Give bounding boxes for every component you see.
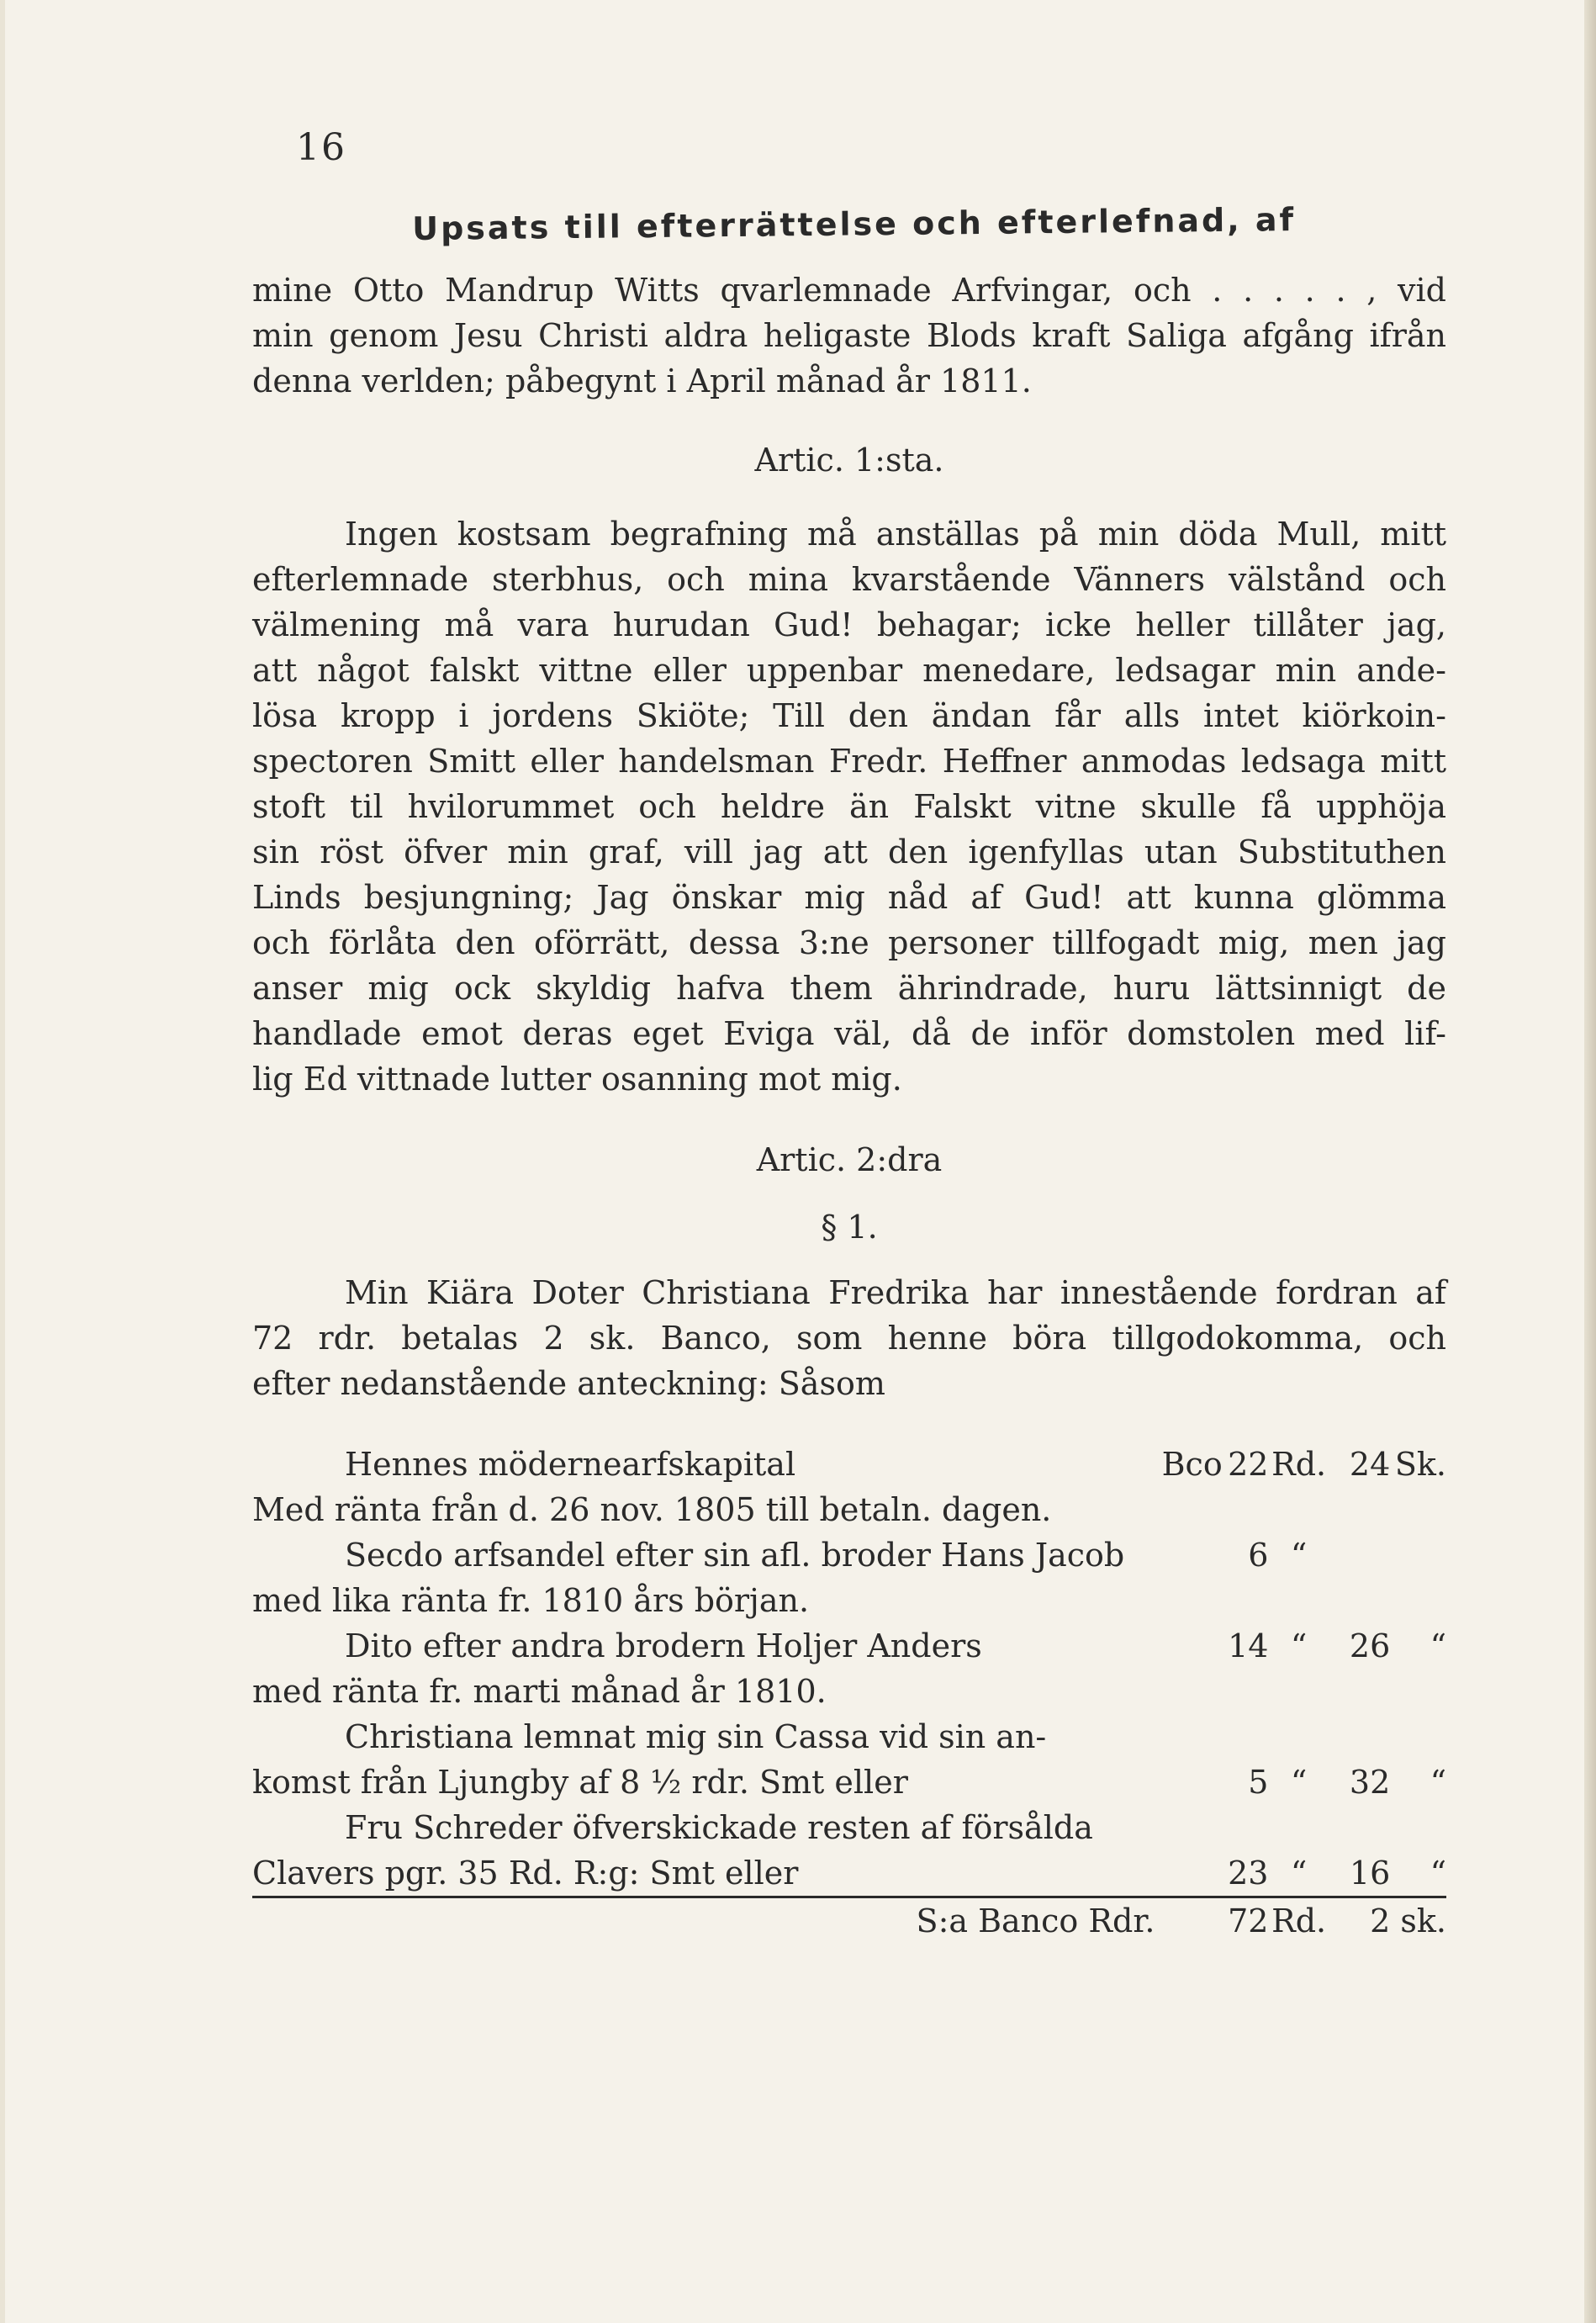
ledger-description: Hennes mödernearfskapital	[345, 1446, 796, 1483]
ledger-riksdaler: 14	[1228, 1627, 1269, 1664]
ledger-row	[252, 1714, 1446, 1759]
text-line: lösa kropp i jordens Skiöte; Till den ändan får alls intet kiörkoin-	[252, 697, 1446, 734]
ledger-riksdaler: 6	[1248, 1537, 1269, 1574]
text-line: att något falskt vittne eller uppenbar menedare, ledsagar min ande-	[252, 652, 1446, 689]
ledger-currency	[1155, 1669, 1222, 1714]
ledger-currency	[1155, 1805, 1222, 1850]
page-edge-left	[0, 0, 5, 2323]
ledger-total-skilling-unit: sk.	[1390, 1897, 1446, 1945]
intro-paragraph	[252, 267, 1446, 404]
ledger-total-skilling: 2	[1329, 1897, 1390, 1945]
ledger-riksdaler-unit: Rd.	[1271, 1446, 1327, 1483]
ledger-riksdaler-unit: “	[1290, 1855, 1308, 1892]
ledger-riksdaler: 23	[1228, 1855, 1269, 1892]
ledger-row	[252, 1578, 1446, 1623]
ledger-riksdaler-unit	[1268, 1669, 1329, 1714]
ledger-description: Fru Schreder öfverskickade resten af försålda	[345, 1809, 1093, 1846]
text-line: Linds besjungning; Jag önskar mig nåd af Gud! att kunna glömma	[252, 879, 1446, 916]
ledger-description: Clavers pgr. 35 Rd. R:g: Smt eller	[252, 1855, 799, 1892]
text-line: och förlåta den oförrätt, dessa 3:ne personer tillfogadt mig, men jag	[252, 924, 1446, 961]
ledger-row	[252, 1623, 1446, 1669]
text-line: välmening må vara hurudan Gud! behagar; icke heller tillåter jag,	[252, 606, 1446, 643]
article2-paragraph	[252, 1270, 1446, 1406]
ledger-total-row	[252, 1897, 1446, 1945]
ledger-row	[252, 1669, 1446, 1714]
text-line: mine Otto Mandrup Witts qvarlemnade Arfvingar, och . . . . . , vid	[252, 272, 1446, 309]
ledger-currency	[1155, 1759, 1222, 1805]
ledger-row	[252, 1759, 1446, 1805]
ledger-description: Med ränta från d. 26 nov. 1805 till betaln. dagen.	[252, 1491, 1052, 1528]
ledger-skilling: 24	[1349, 1446, 1391, 1483]
ledger-riksdaler-unit: “	[1290, 1764, 1308, 1801]
ledger-row	[252, 1442, 1446, 1487]
ledger-body	[252, 1442, 1446, 1944]
text-line: anser mig ock skyldig hafva them ährindrade, huru lättsinnigt de	[252, 970, 1446, 1007]
document-heading: Upsats till efterrättelse och efterlefnad, af	[412, 200, 1297, 247]
ledger-skilling: 32	[1349, 1764, 1391, 1801]
ledger-total-riksdaler: 72	[1223, 1897, 1269, 1945]
ledger-riksdaler-unit: “	[1290, 1627, 1308, 1664]
ledger-riksdaler	[1223, 1714, 1269, 1759]
ledger-skilling-unit: Sk.	[1394, 1446, 1446, 1483]
ledger-skilling-unit: “	[1430, 1764, 1446, 1801]
text-line: denna verlden; påbegynt i April månad år 1811.	[252, 362, 1032, 400]
ledger-skilling	[1329, 1714, 1390, 1759]
text-line: efter nedanstående anteckning: Såsom	[252, 1365, 885, 1402]
ledger-riksdaler-unit	[1268, 1578, 1329, 1623]
ledger-riksdaler	[1223, 1669, 1269, 1714]
article1-title: Artic. 1:sta.	[754, 442, 944, 479]
ledger-skilling-unit	[1390, 1578, 1446, 1623]
ledger-riksdaler: 22	[1228, 1446, 1269, 1483]
ledger-riksdaler-unit	[1268, 1487, 1329, 1532]
ledger-total-label: S:a Banco Rdr.	[252, 1897, 1155, 1945]
text-line: lig Ed vittnade lutter osanning mot mig.	[252, 1061, 902, 1098]
ledger-description: med ränta fr. marti månad år 1810.	[252, 1673, 827, 1710]
ledger-currency	[1155, 1850, 1222, 1897]
ledger-currency	[1155, 1578, 1222, 1623]
ledger-skilling-unit: “	[1430, 1627, 1446, 1664]
ledger-description: Dito efter andra brodern Holjer Anders	[345, 1627, 982, 1664]
page-number: 16	[296, 126, 346, 169]
ledger-skilling	[1329, 1532, 1390, 1578]
ledger-description: Christiana lemnat mig sin Cassa vid sin an-	[345, 1718, 1047, 1755]
text-line: efterlemnade sterbhus, och mina kvarstående Vänners välstånd och	[252, 561, 1446, 598]
ledger-skilling	[1329, 1669, 1390, 1714]
ledger-description: med lika ränta fr. 1810 års början.	[252, 1582, 810, 1619]
text-line: stoft til hvilorummet och heldre än Falskt vitne skulle få upphöja	[252, 788, 1446, 825]
ledger-total-riksdaler-unit: Rd.	[1268, 1897, 1329, 1945]
ledger-riksdaler-unit: “	[1290, 1537, 1308, 1574]
ledger-riksdaler	[1223, 1578, 1269, 1623]
ledger-skilling-unit	[1390, 1532, 1446, 1578]
text-line: Min Kiära Doter Christiana Fredrika har innestående fordran af	[345, 1274, 1446, 1311]
ledger-skilling	[1329, 1805, 1390, 1850]
ledger-description: komst från Ljungby af 8 ½ rdr. Smt eller	[252, 1764, 908, 1801]
text-line: handlade emot deras eget Eviga väl, då de inför domstolen med lif-	[252, 1015, 1446, 1052]
text-line: Ingen kostsam begrafning må anställas på min döda Mull, mitt	[345, 516, 1446, 553]
text-line: 72 rdr. betalas 2 sk. Banco, som henne böra tillgodokomma, och	[252, 1320, 1446, 1357]
section-mark: § 1.	[821, 1209, 878, 1246]
ledger-skilling-unit	[1390, 1805, 1446, 1850]
ledger-skilling: 16	[1349, 1855, 1391, 1892]
ledger-total-spacer	[1155, 1897, 1222, 1945]
ledger-skilling: 26	[1349, 1627, 1391, 1664]
article2-title: Artic. 2:dra	[756, 1141, 943, 1178]
ledger-skilling-unit	[1390, 1714, 1446, 1759]
ledger-riksdaler: 5	[1248, 1764, 1269, 1801]
ledger-row	[252, 1850, 1446, 1897]
ledger-row	[252, 1532, 1446, 1578]
ledger-description: Secdo arfsandel efter sin afl. broder Hans Jacob	[345, 1537, 1125, 1574]
ledger-riksdaler	[1223, 1487, 1269, 1532]
ledger-skilling	[1329, 1578, 1390, 1623]
ledger-row	[252, 1487, 1446, 1532]
text-line: sin röst öfver min graf, vill jag att den igenfyllas utan Substituthen	[252, 833, 1446, 870]
text-line: spectoren Smitt eller handelsman Fredr. Heffner anmodas ledsaga mitt	[252, 743, 1446, 780]
ledger-skilling-unit: “	[1430, 1855, 1446, 1892]
ledger-table	[252, 1442, 1446, 1944]
page-edge-right	[1584, 0, 1596, 2323]
ledger-row	[252, 1805, 1446, 1850]
ledger-currency	[1155, 1532, 1222, 1578]
article1-paragraph	[252, 511, 1446, 1102]
ledger-currency	[1155, 1487, 1222, 1532]
ledger-riksdaler-unit	[1268, 1714, 1329, 1759]
ledger-currency	[1155, 1623, 1222, 1669]
ledger-riksdaler-unit	[1268, 1805, 1329, 1850]
ledger-riksdaler	[1223, 1805, 1269, 1850]
ledger-skilling-unit	[1390, 1487, 1446, 1532]
ledger-currency: Bco	[1161, 1446, 1223, 1483]
ledger-skilling	[1329, 1487, 1390, 1532]
ledger-currency	[1155, 1714, 1222, 1759]
ledger-skilling-unit	[1390, 1669, 1446, 1714]
text-line: min genom Jesu Christi aldra heligaste Blods kraft Saliga afgång ifrån	[252, 317, 1446, 354]
